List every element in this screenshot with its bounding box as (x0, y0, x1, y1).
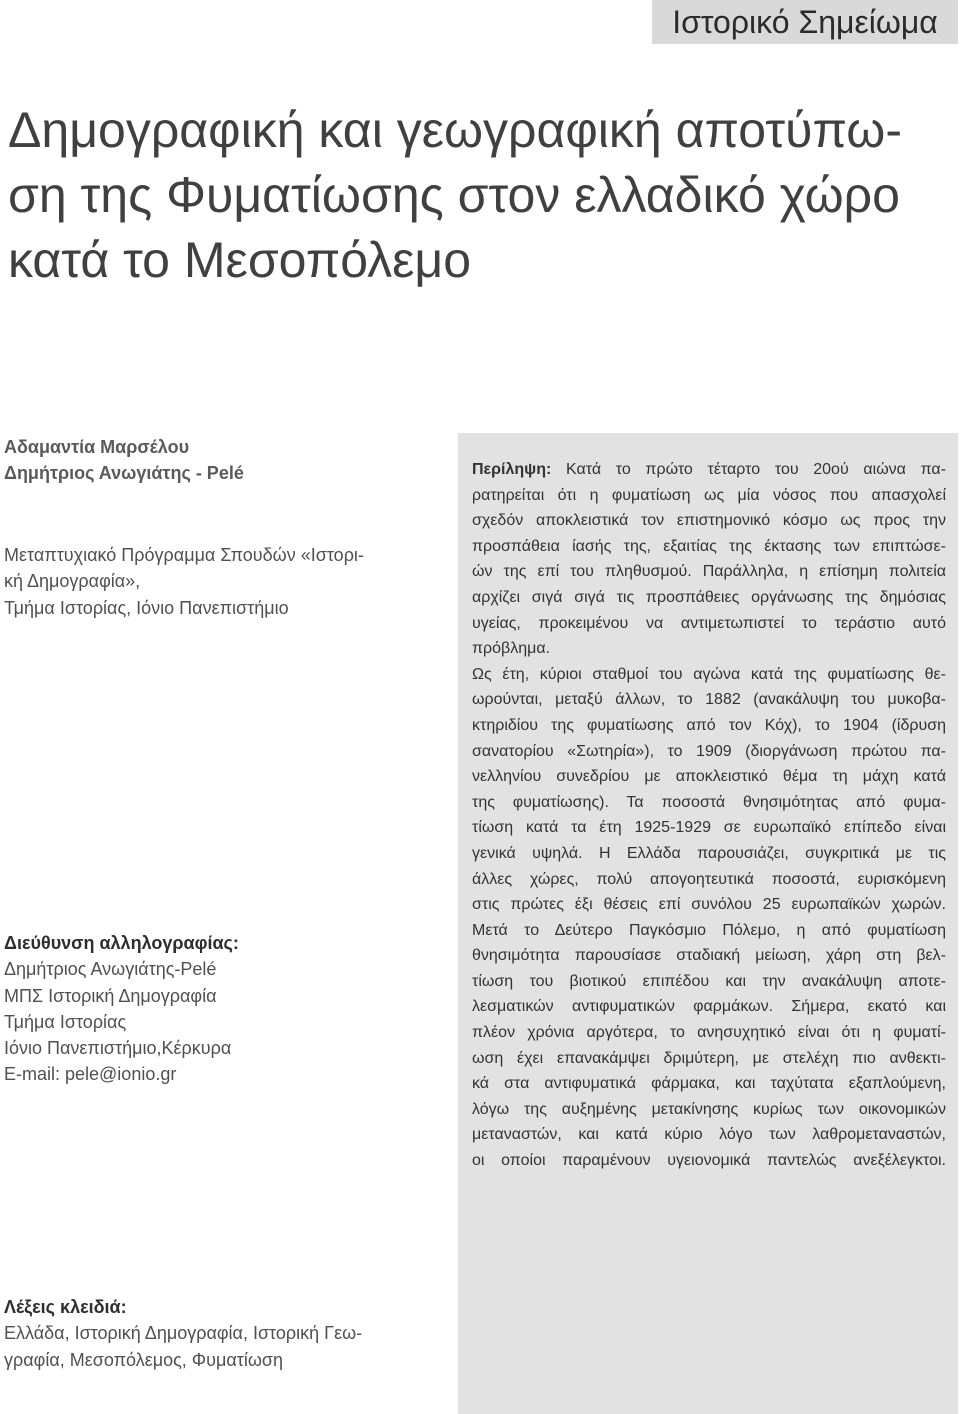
correspondence-line: Δημήτριος Ανωγιάτης-Pelé (4, 959, 217, 980)
section-label: Ιστορικό Σημείωμα (652, 0, 958, 44)
abstract-box (458, 433, 958, 1414)
abstract-line: οι οποίοι παραμένουν υγειονομικά παντελώς ανεξέλεγκτοι. (472, 1152, 946, 1170)
title-line: ση της Φυματίωσης στον ελλαδικό χώρο (8, 167, 900, 223)
abstract-line: της φυματίωσης). Τα ποσοστά θνησιμότητας από φυμα- (472, 793, 946, 811)
abstract-line: λεσματικών αντιφυματικών φαρμάκων. Σήμερα, εκατό και (472, 998, 946, 1016)
affiliation-line: Τμήμα Ιστορίας, Ιόνιο Πανεπιστήμιο (4, 597, 289, 618)
correspondence-line: Τμήμα Ιστορίας (4, 1011, 127, 1032)
abstract-line: θνησιμότητα παρουσίασε σταδιακή μείωση, χάρη στη βελ- (472, 947, 946, 965)
correspondence-line: ΜΠΣ Ιστορική Δημογραφία (4, 985, 217, 1006)
keywords (4, 1294, 444, 1373)
title-line: κατά το Μεσοπόλεμο (8, 232, 472, 288)
abstract-line: Ως έτη, κύριοι σταθμοί του αγώνα κατά της φυματίωσης θε- (472, 665, 946, 683)
keywords-heading: Λέξεις κλειδιά: (4, 1297, 127, 1317)
abstract-line: στις πρώτες έξι θέσεις επί συνόλου 25 ευρωπαϊκών χωρών. (472, 896, 946, 914)
abstract-line: ωση έχει επανακάμψει δριμύτερη, με στελέχη πιο ανθεκτι- (472, 1049, 946, 1067)
abstract-line: Μετά το Δεύτερο Παγκόσμιο Πόλεμο, η από φυματίωση (472, 921, 946, 939)
affiliation-line: κή Δημογραφία», (4, 571, 141, 592)
author-name: Αδαμαντία Μαρσέλου (4, 437, 190, 457)
abstract-line: προσπάθεια ίασής της, εξαιτίας της έκτασης των επιπτώσε- (472, 537, 946, 555)
keywords-line: Ελλάδα, Ιστορική Δημογραφία, Ιστορική Γεω- (4, 1323, 363, 1344)
abstract-line: τίωση του βιοτικού επιπέδου και την ανακάλυψη αποτε- (472, 972, 946, 990)
author-name: Δημήτριος Ανωγιάτης - Pelé (4, 463, 244, 484)
abstract-line: νελληνίου συνεδρίου με αποκλειστικό θέμα τη μάχη κατά (472, 768, 946, 786)
affiliation (4, 542, 444, 621)
abstract-line: κά στα αντιφυματικά φάρμακα, και ταχύτατα εξαπλούμενη, (472, 1075, 946, 1093)
abstract-line (472, 457, 946, 483)
abstract-line: αρχίζει σιγά σιγά τις προσπάθειες οργάνωσης της δημόσιας (472, 588, 946, 606)
abstract-line: σχεδόν αποκλειστικά τον επιστημονικό κόσμο ως προς την (472, 512, 946, 530)
abstract-line: πρόβλημα. (472, 640, 551, 658)
abstract-line: τίωση κατά τα έτη 1925-1929 σε ευρωπαϊκό επίπεδο είναι (472, 819, 946, 837)
correspondence-line: Ιόνιο Πανεπιστήμιο,Κέρκυρα (4, 1038, 232, 1059)
abstract-line: ρατηρείται ότι η φυματίωση ως μία νόσος που απασχολεί (472, 486, 946, 504)
abstract-line: υγείας, προκειμένου να αντιμετωπιστεί το τεράστιο αυτό (472, 614, 946, 632)
correspondence (4, 930, 444, 1088)
abstract-line: γενικά υψηλά. Η Ελλάδα παρουσιάζει, συγκριτικά με τις (472, 844, 946, 862)
correspondence-heading: Διεύθυνση αλληλογραφίας: (4, 933, 239, 953)
abstract-line: λόγω της αυξημένης μετακίνησης κυρίως των οικονομικών (472, 1100, 946, 1118)
title-line: Δημογραφική και γεωγραφική αποτύπω- (8, 102, 902, 158)
abstract-line: ών της επί του πληθυσμού. Παράλληλα, η επίσημη πολιτεία (472, 563, 946, 581)
abstract-label: Περίληψη: (472, 461, 552, 478)
abstract-first-line: Κατά το πρώτο τέταρτο του 20ού αιώνα πα- (566, 461, 946, 478)
abstract-line: κτηριδίου της φυματίωσης από τον Κόχ), το 1904 (ίδρυση (472, 716, 946, 734)
abstract-line: σανατορίου «Σωτηρία»), το 1909 (διοργάνωση πρώτου πα- (472, 742, 946, 760)
correspondence-email: E-mail: pele@ionio.gr (4, 1064, 177, 1085)
keywords-line: γραφία, Μεσοπόλεμος, Φυματίωση (4, 1349, 284, 1370)
article-title (8, 98, 902, 293)
abstract-line: πλέον χρόνια αργότερα, το ανησυχητικό είναι ότι η φυματί- (472, 1024, 946, 1042)
abstract-line: άλλες χώρες, πολύ απογοητευτικά ποσοστά, ευρισκόμενη (472, 870, 946, 888)
abstract-line: ωρούνται, μεταξύ άλλων, το 1882 (ανακάλυψη του μυκοβα- (472, 691, 946, 709)
abstract-line: μεταναστών, και κατά κύριο λόγο των λαθρομεταναστών, (472, 1126, 946, 1144)
affiliation-line: Μεταπτυχιακό Πρόγραμμα Σπουδών «Ιστορι- (4, 545, 364, 565)
authors (4, 434, 444, 487)
